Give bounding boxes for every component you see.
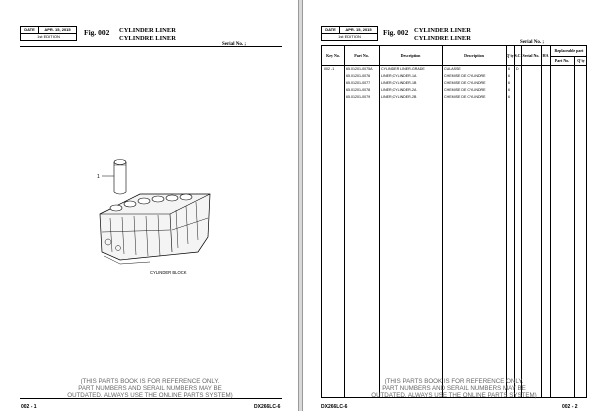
header-divider	[322, 65, 586, 66]
serial-label: Serial No. ;	[520, 40, 545, 45]
date-box	[321, 26, 378, 41]
subheader-divider	[550, 56, 586, 57]
part-no-cell: 65.01201-0077	[346, 81, 371, 85]
column-rule	[550, 46, 551, 397]
cylinder-liner-part	[114, 160, 126, 195]
qty-cell: 6	[508, 95, 510, 99]
disclaimer	[40, 378, 260, 399]
date-value: APR. 15, 2015	[44, 27, 71, 32]
col-header-serial: Serial No.	[522, 53, 540, 58]
page-divider	[298, 0, 303, 411]
col-header-description-fr: Description	[464, 53, 484, 58]
description-fr-cell: CHEMISE DE CYLINDRE	[444, 95, 486, 99]
serial-label: Serial No. ;	[222, 42, 247, 47]
disclaimer-line: PART NUMBERS AND SERAIL NUMBERS MAY BE	[382, 385, 526, 392]
disclaimer-line: (THIS PARTS BOOK IS FOR REFERENCE ONLY.	[80, 378, 220, 385]
cylinder-block-illustration	[80, 152, 220, 277]
part-no-cell: 65.01201-0078	[346, 88, 371, 92]
date-label: DATE	[322, 27, 340, 33]
column-rule	[521, 46, 522, 397]
left-catalog-page	[0, 0, 297, 411]
qty-cell: 6	[508, 81, 510, 85]
disclaimer-line: OUTDATED. ALWAYS USE THE ONLINE PARTS SYSTEM)	[67, 392, 233, 399]
footer-rule	[20, 398, 282, 399]
part-no-cell: 65.01201-0076	[346, 74, 371, 78]
qty-cell: 6	[508, 74, 510, 78]
qty-cell: 6	[508, 67, 510, 71]
disclaimer-line: (THIS PARTS BOOK IS FOR REFERENCE ONLY.	[384, 378, 524, 385]
col-header-rp-qty: Q'ty	[577, 58, 585, 63]
col-header-description-en: Description	[400, 53, 421, 58]
illustration-label: CYLINDER BLOCK	[150, 270, 187, 275]
description-en-cell: LINER;CYLINDER-1A	[381, 74, 417, 78]
header-rule	[20, 46, 282, 47]
description-en-cell: LINER;CYLINDER-1B	[381, 81, 417, 85]
description-en-cell: CYLINDER LINER-GRADE	[381, 67, 425, 71]
column-rule	[541, 46, 542, 397]
date-box	[20, 26, 77, 41]
disclaimer	[344, 378, 564, 399]
model-code: DX266LC-6	[321, 404, 348, 410]
title-fr: CYLINDRE LINER	[414, 35, 471, 42]
column-rule	[506, 46, 507, 397]
model-code: DX266LC-6	[254, 404, 281, 410]
col-header-sc: S.C	[514, 53, 521, 58]
edition-label: 1st EDITION	[37, 34, 60, 39]
callout-number: 1	[97, 174, 100, 180]
col-header-qty: Q'ty	[506, 53, 514, 58]
part-no-cell: 65.01201-0079	[346, 95, 371, 99]
title-fr: CYLINDRE LINER	[119, 35, 176, 42]
disclaimer-line: OUTDATED. ALWAYS USE THE ONLINE PARTS SYSTEM)	[371, 392, 537, 399]
col-header-key: Key No.	[326, 53, 340, 58]
description-en-cell: LINER;CYLINDER-2B	[381, 95, 417, 99]
description-en-cell: LINER;CYLINDER-2A	[381, 88, 417, 92]
col-header-rp-part-no: Part No.	[554, 58, 570, 63]
title-en: CYLINDER LINER	[414, 27, 471, 34]
fig-title	[119, 27, 176, 43]
page-number: 002 - 1	[21, 404, 37, 410]
col-header-part-no: Part No.	[354, 53, 369, 58]
disclaimer-line: PART NUMBERS AND SERAIL NUMBERS MAY BE	[78, 385, 222, 392]
qty-cell: 6	[508, 88, 510, 92]
description-fr-cell: CHEMISE DE CYLINDRE	[444, 81, 486, 85]
fig-number: Fig. 002	[84, 28, 110, 37]
column-rule	[379, 46, 380, 397]
key-no-cell: 002 -1	[324, 67, 335, 71]
description-fr-cell: CHEMISE DE CYLINDRE	[444, 74, 486, 78]
column-rule	[514, 46, 515, 397]
column-rule	[442, 46, 443, 397]
date-value: APR. 15, 2015	[345, 27, 372, 32]
col-header-ha: HA	[542, 53, 549, 58]
description-fr-cell: CULASSE	[444, 67, 461, 71]
right-catalog-page	[304, 0, 602, 411]
fig-title	[414, 27, 471, 43]
part-no-cell: 65.01201-0075A	[346, 67, 373, 71]
sc-cell: D	[516, 67, 519, 71]
edition-label: 1st EDITION	[338, 34, 361, 39]
page-number: 002 - 2	[562, 404, 578, 410]
title-en: CYLINDER LINER	[119, 27, 176, 34]
fig-number: Fig. 002	[383, 28, 409, 37]
parts-table	[321, 45, 587, 398]
date-label: DATE	[21, 27, 39, 33]
column-rule	[574, 56, 575, 397]
col-header-replaceable: Replaceable part	[554, 48, 584, 53]
description-fr-cell: CHEMISE DE CYLINDRE	[444, 88, 486, 92]
column-rule	[344, 46, 345, 397]
